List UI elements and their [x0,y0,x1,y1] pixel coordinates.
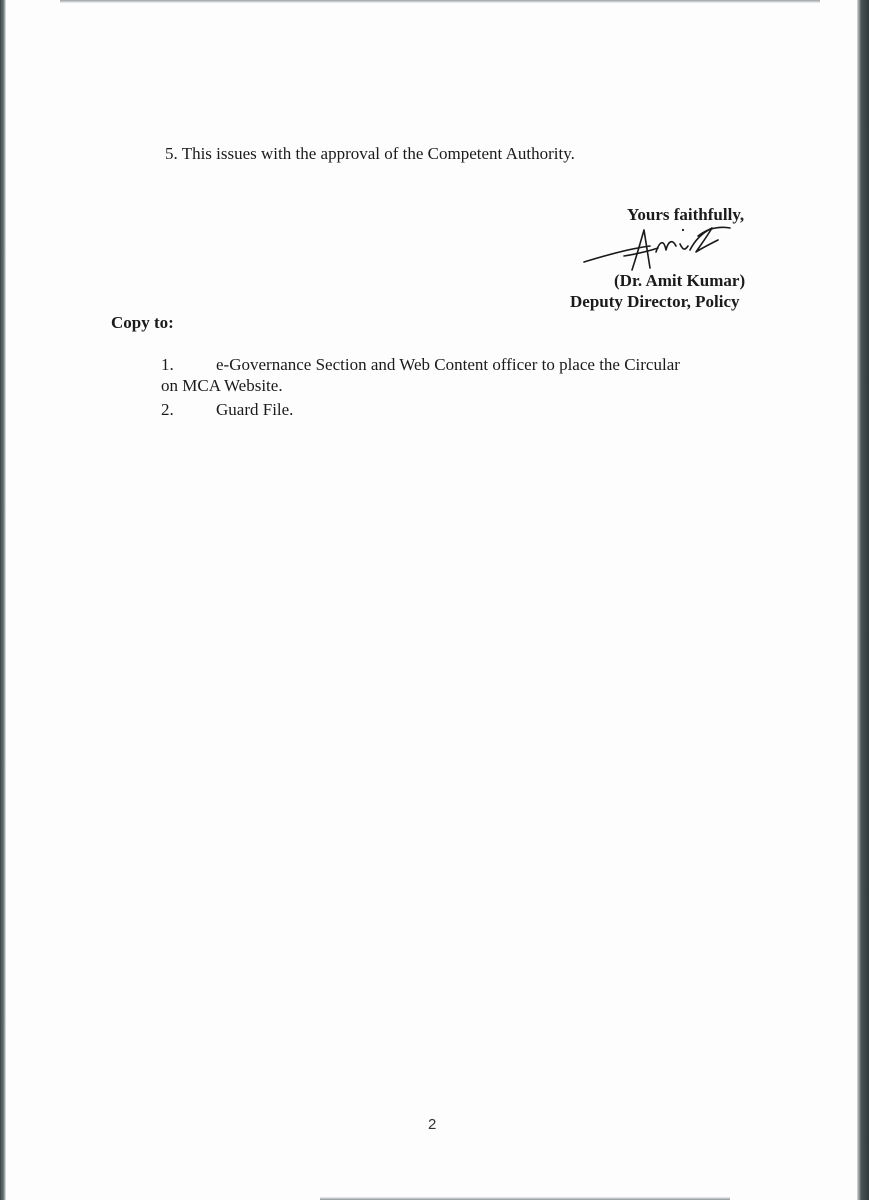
copy-to-item-text: e-Governance Section and Web Content officer to place the Circular [216,355,680,374]
signatory-designation: Deputy Director, Policy [570,292,740,311]
scan-edge-left [0,0,6,1200]
scan-edge-right [857,0,869,1200]
page-number: 2 [428,1116,437,1133]
copy-to-item-number: 2. [161,400,174,419]
copy-to-heading: Copy to: [111,313,174,332]
signatory-name: (Dr. Amit Kumar) [614,271,746,290]
copy-to-item-number: 1. [161,355,174,374]
scan-edge-top [60,0,820,3]
copy-to-item-text: Guard File. [216,400,294,419]
copy-to-item-text-continued: on MCA Website. [161,376,283,395]
closing-salutation: Yours faithfully, [627,205,745,224]
paragraph-5: 5. This issues with the approval of the Competent Authority. [165,144,575,163]
